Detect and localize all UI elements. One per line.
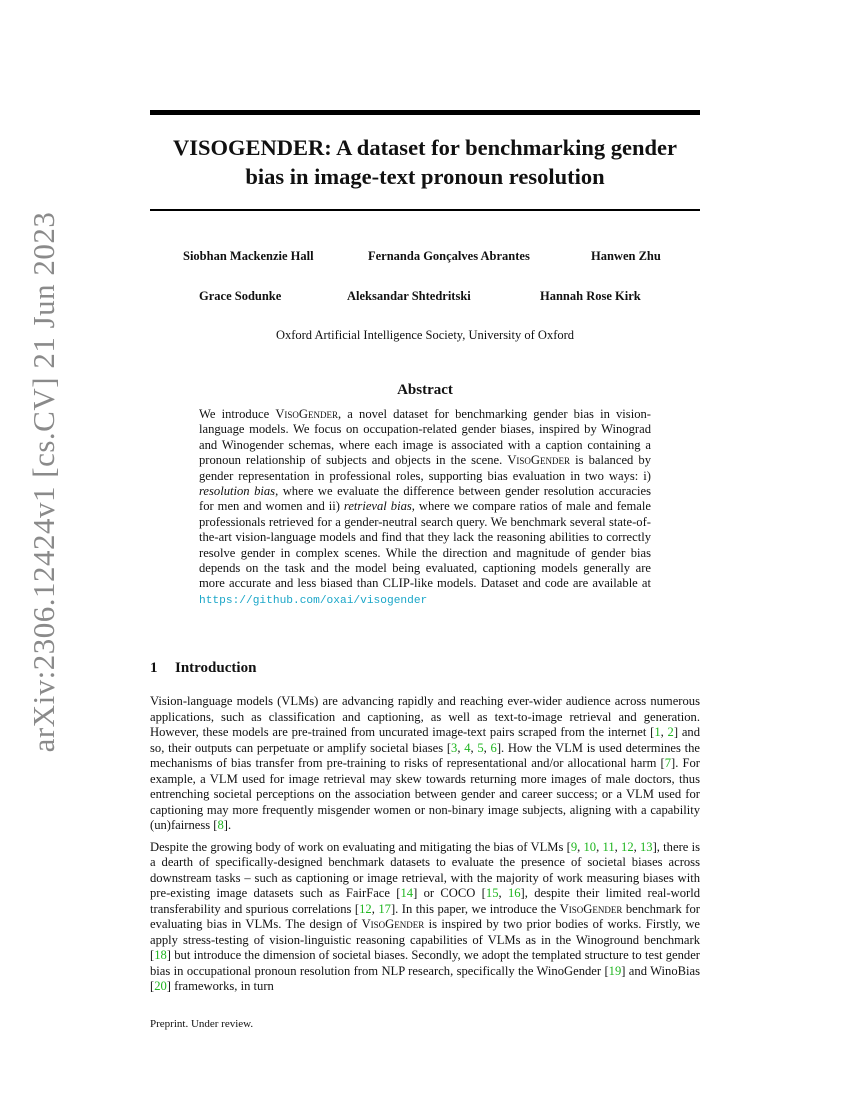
citation-link[interactable]: 17: [378, 901, 391, 916]
dataset-name: VisoGender: [507, 453, 571, 468]
citation-link[interactable]: 19: [608, 963, 622, 978]
author-name: Siobhan Mackenzie Hall: [183, 249, 314, 263]
citation-link[interactable]: 5: [477, 740, 484, 755]
dataset-name: VisoGender: [275, 407, 339, 421]
intro-body: [150, 694, 700, 1001]
citation-link[interactable]: 18: [154, 948, 167, 962]
author-name: Fernanda Gonçalves Abrantes: [368, 249, 530, 263]
citation-link[interactable]: 9: [570, 839, 578, 854]
term-retrieval-bias: retrieval bias: [343, 499, 412, 514]
citation-link[interactable]: 10: [583, 839, 597, 854]
title-line1: : A dataset for benchmarking gender: [324, 135, 678, 160]
dataset-name: VisoGender: [559, 901, 623, 916]
dataset-name: VisoGender: [361, 917, 425, 931]
arxiv-stamp: arXiv:2306.12424v1 [cs.CV] 21 Jun 2023: [26, 211, 61, 753]
citation-link[interactable]: 20: [154, 979, 167, 993]
title-line2: bias in image-text pronoun resolution: [245, 164, 605, 189]
citation-link[interactable]: 4: [464, 740, 471, 755]
preprint-footer: Preprint. Under review.: [150, 1018, 254, 1030]
citation-link[interactable]: 2: [667, 725, 674, 739]
section-number: 1: [150, 660, 158, 676]
term-resolution-bias: resolution bias: [199, 484, 276, 499]
intro-paragraph-2: Despite the growing body of work on evaluating and mitigating the bias of VLMs [9, 10, 11, 12, 13], there is a dearth of specifically-designed benchmark datasets to evaluate the presence of societal biases across downstream tasks – such as captioning or image retrieval, with the majority of work measuring biases with pre-existing image datasets such as FairFace [14] or COCO [15, 16], despite their limited real-world transferability and spurious correlations [12, 17]. In this paper, we introduce the VisoGender benchmark for evaluating bias in VLMs. The design of VisoGender is inspired by two prior bodies of works. Firstly, we apply stress-testing of vision-linguistic reasoning capabilities of VLMs as in the Winoground benchmark [18] but introduce the dimension of societal biases. Secondly, we adopt the templated structure to test gender bias in occupational pronoun resolution from NLP research, specifically the WinoGender [19] and WinoBias [20] frameworks, in turn: [150, 839, 701, 993]
dataset-name: VISOGENDER: [172, 135, 325, 160]
author-name: Grace Sodunke: [199, 289, 282, 303]
author-name: Aleksandar Shtedritski: [347, 289, 471, 303]
paper-title: [150, 133, 700, 191]
citation-link[interactable]: 11: [602, 839, 615, 854]
citation-link[interactable]: 15: [485, 886, 499, 900]
citation-link[interactable]: 16: [507, 886, 521, 900]
affiliation: Oxford Artificial Intelligence Society, University of Oxford: [275, 328, 575, 342]
citation-link[interactable]: 6: [490, 740, 497, 755]
intro-paragraph-1: Vision-language models (VLMs) are advancing rapidly and reaching ever-wider audience across numerous applications, such as classification and captioning, as well as text-to-image retrieval and generation. However, these models are pre-trained from uncurated image-text pairs scraped from the internet [1, 2] and so, their outputs can perpetuate or amplify societal biases [3, 4, 5, 6]. How the VLM is used determines the mechanisms of bias transfer from pre-training to risks of representational and/or allocational harm [7]. For example, a VLM used for image retrieval may skew towards returning more images of male doctors, thus entrenching societal perceptions on the association between gender and career success; or a VLM used for captioning may more frequently misgender women or non-binary image subjects, aligning with a capability (un)fairness [8].: [150, 694, 701, 832]
citation-link[interactable]: 12: [359, 901, 372, 916]
abstract-heading: Abstract: [397, 382, 453, 398]
abstract-body: We introduce VisoGender, a novel dataset for benchmarking gender bias in vision-language models. We focus on occupation-related gender biases, inspired by Winograd and Winogender schemas, where each image is associated with a caption containing a pronoun relationship of subjects and objects in the scene. VisoGender is balanced by gender representation in professional roles, supporting bias evaluation in two ways: i) resolution bias, where we evaluate the difference between gender resolution accuracies for men and women and ii) retrieval bias, where we compare ratios of male and female professionals retrieved for a gender-neutral search query. We benchmark several state-of-the-art vision-language models and find that they lack the reasoning abilities to correctly resolve gender in complex scenes. While the direction and magnitude of gender bias depends on the task and the model being evaluated, captioning models generally are more accurate and less biased than CLIP-like models. Dataset and code are available at https://github.com/oxai/visogender: [199, 407, 651, 607]
citation-link[interactable]: 7: [664, 756, 671, 770]
citation-link[interactable]: 13: [640, 839, 653, 854]
section-title: Introduction: [175, 660, 257, 676]
repo-link[interactable]: https://github.com/oxai/visogender: [199, 594, 428, 607]
title-rule-bottom: [150, 209, 700, 211]
citation-link[interactable]: 3: [451, 740, 458, 755]
citation-link[interactable]: 8: [217, 818, 224, 832]
citation-link[interactable]: 12: [621, 839, 634, 854]
author-name: Hannah Rose Kirk: [540, 289, 641, 303]
title-rule-top: [150, 110, 700, 115]
citation-link[interactable]: 14: [400, 886, 414, 900]
section-heading: [150, 660, 256, 677]
citation-link[interactable]: 1: [654, 725, 661, 739]
author-name: Hanwen Zhu: [591, 249, 661, 263]
